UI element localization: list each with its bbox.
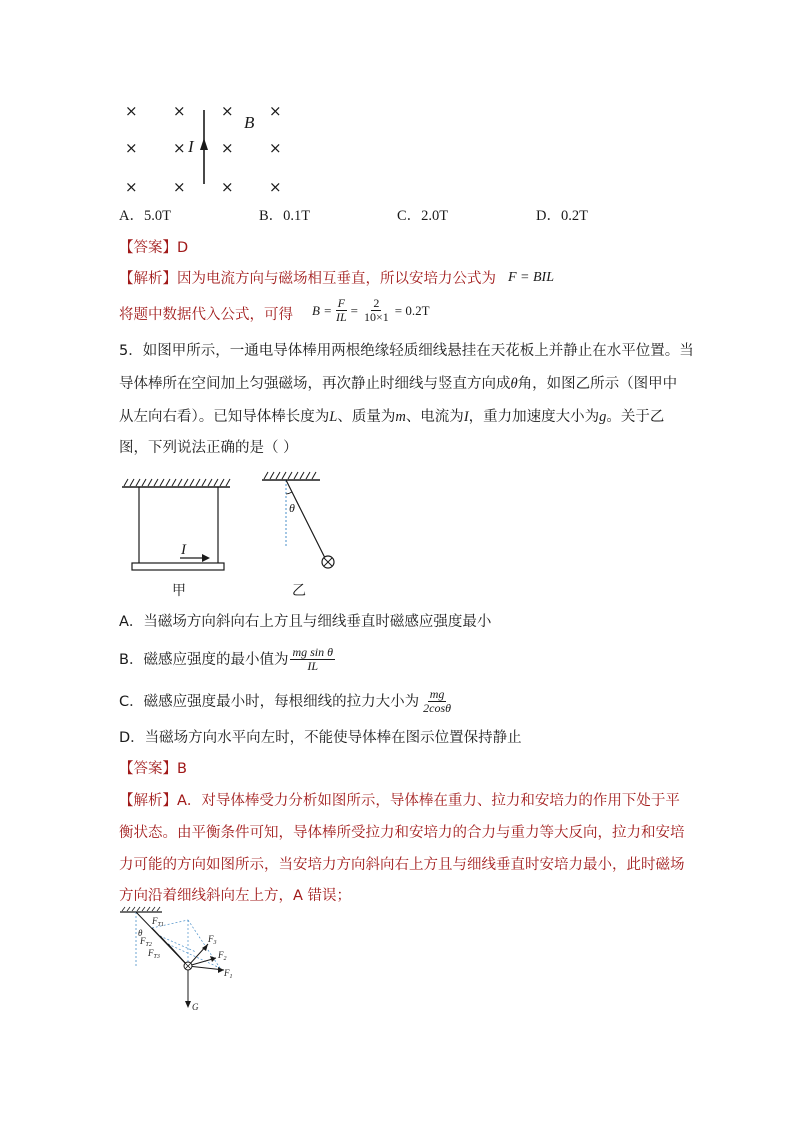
figure-yi-svg xyxy=(258,468,338,578)
answer-tag: 【答案】 xyxy=(119,761,177,777)
figure-yi-label: 乙 xyxy=(292,583,306,599)
fraction-numeric: $\frac{2}{10\times 1}$ xyxy=(363,296,389,324)
field-cross: × xyxy=(221,178,234,196)
answer-value: D xyxy=(177,240,189,256)
field-label: B xyxy=(244,113,255,132)
analysis-tag: 【解析】 xyxy=(119,271,177,287)
force-label-ft2: $F_{T2}$ xyxy=(140,936,152,948)
angle-arc xyxy=(286,492,292,494)
fraction-tension: $\frac{mg}{2\cos\theta}$ xyxy=(423,687,452,715)
force-analysis-figure xyxy=(118,906,248,1016)
q5-stem-line4: 图，下列说法正确的是（ ） xyxy=(119,440,298,456)
q5-option-a: A．当磁场方向斜向右上方且与细线垂直时磁感应强度最小 xyxy=(119,614,492,630)
force-label-f3: $F_3$ xyxy=(208,934,217,946)
force-label-f2: $F_2$ xyxy=(218,950,227,962)
formula-ampere-force: F = BIL xyxy=(508,270,554,285)
gravity-arrow-icon xyxy=(185,1001,191,1008)
current-label: I xyxy=(181,542,186,558)
q5-analysis-line2: 衡状态。由平衡条件可知，导体棒所受拉力和安培力的合力与重力等大反向，拉力和安培 xyxy=(119,825,685,841)
q4-option-c: C．2.0T xyxy=(397,208,449,224)
figure-jia-label: 甲 xyxy=(172,583,186,599)
q5-stem-line2: 导体棒所在空间加上匀强磁场，再次静止时细线与竖直方向成θ角，如图乙所示（图甲中 xyxy=(119,376,678,392)
field-cross: × xyxy=(269,139,282,157)
force-label-ft1: $F_{T1}$ xyxy=(152,916,164,928)
force-label-g: G xyxy=(192,1002,199,1012)
figure-jia xyxy=(118,474,238,594)
force-label-f1: $F_1$ xyxy=(224,968,233,980)
theta-label: θ xyxy=(138,928,143,938)
q5-analysis-line1: 【解析】A．对导体棒受力分析如图所示，导体棒在重力、拉力和安培力的作用下处于平 xyxy=(119,793,680,809)
q4-option-d: D．0.2T xyxy=(536,208,588,224)
fraction-f-over-il: $\frac{F}{IL}$ xyxy=(335,296,347,324)
q4-analysis-line1: 【解析】因为电流方向与磁场相互垂直，所以安培力公式为 xyxy=(119,271,496,287)
field-cross: × xyxy=(221,102,234,120)
field-cross: × xyxy=(173,102,186,120)
field-cross: × xyxy=(269,178,282,196)
q5-option-d: D．当磁场方向水平向左时，不能使导体棒在图示位置保持静止 xyxy=(119,730,522,746)
q5-stem-line3: 从左向右看）。已知导体棒长度为L、质量为m、电流为I，重力加速度大小为g。关于乙 xyxy=(119,409,665,425)
field-cross: × xyxy=(125,102,138,120)
field-cross: × xyxy=(173,178,186,196)
field-cross: × xyxy=(125,178,138,196)
figure-jia-svg xyxy=(118,474,238,594)
analysis-tag: 【解析】 xyxy=(119,793,177,809)
magnetic-field-figure xyxy=(120,96,300,196)
q5-analysis-line3: 力可能的方向如图所示，当安培力方向斜向右上方且与细线垂直时安培力最小，此时磁场 xyxy=(119,857,685,873)
field-cross: × xyxy=(269,102,282,120)
current-label: I xyxy=(188,137,194,156)
ceiling-hatch xyxy=(124,479,230,486)
field-diagram-svg xyxy=(120,96,300,196)
force-label-ft3: $F_{T3}$ xyxy=(148,948,160,960)
formula-b-value: B = $\frac{F}{IL}$ = $\frac{2}{10\times 1}$ = 0.2T xyxy=(312,296,430,324)
q5-analysis-line4: 方向沿着细线斜向左上方，A 错误； xyxy=(119,888,352,904)
field-cross: × xyxy=(173,139,186,157)
figure-yi xyxy=(258,468,338,578)
fraction-b-min: $\frac{\text{mg sin θ}}{IL}$ xyxy=(292,645,334,673)
theta-label: θ xyxy=(289,501,295,515)
current-arrow-icon xyxy=(200,138,208,150)
current-arrow-icon xyxy=(202,554,210,562)
q5-answer xyxy=(119,759,187,779)
field-cross: × xyxy=(125,139,138,157)
q5-stem-line1: 5．如图甲所示，一通电导体棒用两根绝缘轻质细线悬挂在天花板上并静止在水平位置。当 xyxy=(119,343,694,359)
ceiling-hatch xyxy=(122,907,160,911)
conductor-rod xyxy=(132,563,224,570)
force-diagram-svg xyxy=(118,906,248,1016)
field-cross: × xyxy=(221,139,234,157)
answer-value: B xyxy=(177,761,187,777)
q4-answer xyxy=(119,238,188,258)
q5-option-b: B．磁感应强度的最小值为 $\frac{\text{mg sin θ}}{IL}$ xyxy=(119,645,334,673)
q5-option-c: C．磁感应强度最小时，每根细线的拉力大小为 $\frac{mg}{2\cos\theta}$ xyxy=(119,687,452,715)
ceiling-hatch xyxy=(264,472,316,479)
q4-option-a: A．5.0T xyxy=(119,208,171,224)
answer-tag: 【答案】 xyxy=(119,240,177,256)
q4-option-b: B．0.1T xyxy=(259,208,311,224)
q4-analysis-line2: 将题中数据代入公式，可得 xyxy=(119,307,293,323)
